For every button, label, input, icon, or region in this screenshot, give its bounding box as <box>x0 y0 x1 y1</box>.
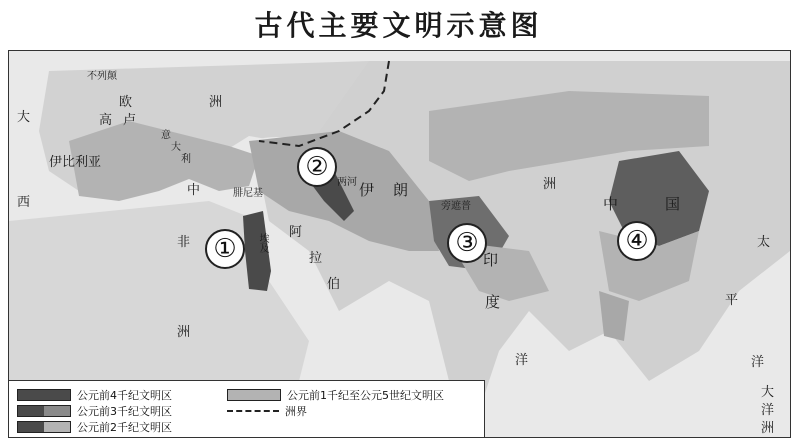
label-two-rivers: 两河 <box>337 177 357 188</box>
legend-swatch-2k <box>17 421 71 433</box>
label-indian-ocean: 洋 <box>515 353 529 368</box>
label-arabia-a: 阿 <box>289 225 303 240</box>
label-mediterranean: 中 <box>187 183 201 198</box>
label-italy-a: 意 <box>161 130 171 141</box>
marker-4-china: ④ <box>617 221 657 261</box>
label-arabia-c: 伯 <box>327 277 341 292</box>
label-iran-a: 伊 <box>359 181 375 199</box>
label-china-a: 中 <box>603 195 619 213</box>
marker-1-egypt: ① <box>205 229 245 269</box>
label-italy-b: 大 <box>171 142 181 153</box>
label-pacific-a: 太 <box>757 235 771 250</box>
legend-label-1k: 公元前1千纪至公元5世纪文明区 <box>287 389 444 402</box>
legend-dash-boundary <box>227 410 279 412</box>
legend-label-4k: 公元前4千纪文明区 <box>77 389 172 402</box>
label-europe-a: 欧 <box>119 95 133 110</box>
map-title: 古代主要文明示意图 <box>254 9 543 42</box>
label-iran-b: 朗 <box>393 181 409 199</box>
label-plateau-a: 高 <box>99 113 113 128</box>
marker-2-mesopotamia: ② <box>297 147 337 187</box>
marker-3-india: ③ <box>447 223 487 263</box>
legend-item-3k <box>17 403 172 419</box>
legend-swatch-1k <box>227 389 281 401</box>
legend-label-boundary: 洲界 <box>285 405 307 418</box>
legend-swatch-3k <box>17 405 71 417</box>
legend-label-3k: 公元前3千纪文明区 <box>77 405 172 418</box>
label-china-b: 国 <box>665 195 681 213</box>
label-asia: 洲 <box>543 177 557 192</box>
label-atlantic-b: 西 <box>17 195 31 210</box>
legend-swatch-4k <box>17 389 71 401</box>
label-africa-a: 非 <box>177 235 191 250</box>
label-india-b: 度 <box>485 293 501 311</box>
label-oceania-a: 大 <box>761 385 775 400</box>
legend-label-2k: 公元前2千纪文明区 <box>77 421 172 434</box>
label-pacific-c: 洋 <box>751 355 765 370</box>
map-panel <box>8 50 791 438</box>
label-oceania-c: 洲 <box>761 421 775 436</box>
legend-item-4k <box>17 387 172 403</box>
legend-item-boundary <box>227 403 307 419</box>
label-italy-c: 利 <box>181 154 191 165</box>
label-britain: 不列颠 <box>87 71 117 82</box>
label-europe-b: 洲 <box>209 95 223 110</box>
map-legend <box>9 380 485 437</box>
label-iberia: 伊比利亚 <box>49 155 102 170</box>
label-arabia-b: 拉 <box>309 251 323 266</box>
label-punjab: 旁遮普 <box>441 201 471 212</box>
label-palestine: 腓尼基 <box>233 188 263 199</box>
legend-item-2k <box>17 419 172 435</box>
label-atlantic-a: 大 <box>17 110 31 125</box>
label-africa-b: 洲 <box>177 325 191 340</box>
label-india-a: 印 <box>483 251 499 269</box>
label-oceania-b: 洋 <box>761 403 775 418</box>
label-pacific-b: 平 <box>725 293 739 308</box>
label-nile: 埃及 <box>257 233 268 253</box>
legend-item-1k <box>227 387 444 403</box>
label-plateau-b: 卢 <box>123 113 137 128</box>
